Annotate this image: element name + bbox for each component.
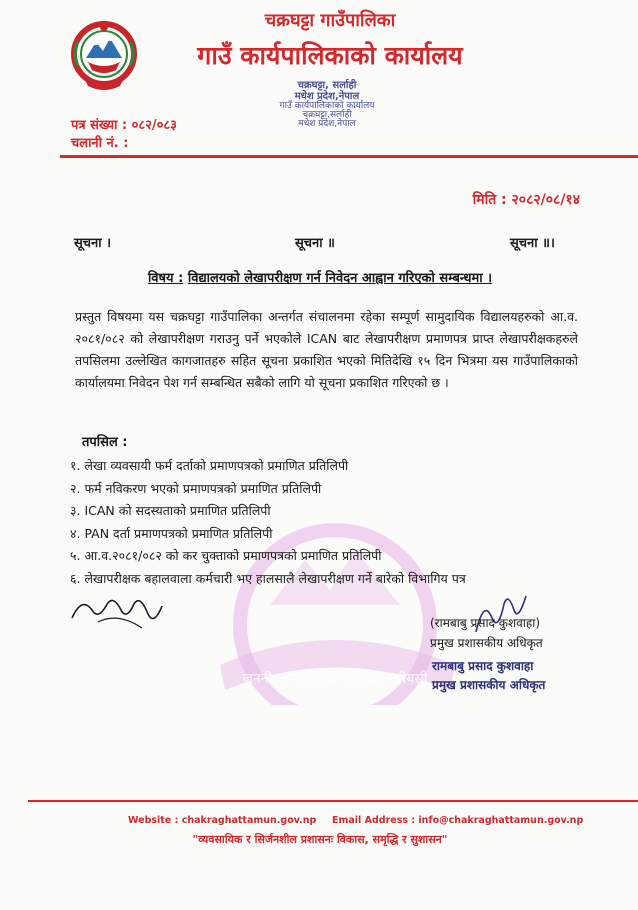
footer-slogan: "व्यवसायिक र सिर्जनशील प्रशासनः विकास, समृद्धि र सुशासन": [192, 833, 448, 846]
reference-number: पत्र संख्या : ०८२/०८३: [71, 118, 177, 133]
notice-title: सूचना ॥: [295, 236, 335, 251]
details-item: ३. ICAN को सदस्यताको प्रमाणित प्रतिलिपी: [70, 503, 271, 519]
details-item: ४. PAN दर्ता प्रमाणपत्रको प्रमाणित प्रतिलिपी: [70, 525, 273, 541]
letter-date: मिति : २०८२/०८/१४: [472, 192, 580, 208]
details-item: १. लेखा व्यवसायी फर्म दर्ताको प्रमाणपत्रको प्रमाणित प्रतिलिपी: [70, 458, 349, 473]
details-item: २. फर्म नविकरण भएको प्रमाणपत्रको प्रमाणित प्रतिलिपी: [70, 480, 322, 496]
stamp-line: चक्रघट्टा,सर्लाही: [302, 110, 352, 120]
signature-left: [68, 588, 168, 634]
watermark-motto: जननी जन्मभूमिश्च स्वर्गादपि गरीयसी: [242, 671, 428, 687]
signatory-stamp-name: रामबाबु प्रसाद कुशवाहा: [432, 659, 534, 673]
subject-text: विद्यालयको लेखापरीक्षण गर्न निवेदन आह्वान गरिएको सम्बन्धमा ।: [187, 271, 493, 286]
footer-divider: [28, 800, 638, 802]
signatory-title: प्रमुख प्रशासकीय अधिकृत: [430, 636, 543, 650]
header-divider: [60, 155, 638, 158]
notice-body: प्रस्तुत विषयमा यस चक्रघट्टा गाउँपालिका अन्तर्गत संचालनमा रहेका सम्पूर्ण सामुदायिक विद्यालयहरुको आ.व. २०८१/०८२ को लेखापरीक्षण गराउनु पर्ने भएकोले ICAN बाट लेखापरीक्षण प्रमाणपत्र प्राप्त लेखापरीक्षकहरुले तपसिलमा उल्लेखित कागजातहरु सहित सूचना प्रकाशित भएको मितिदेखि १५ दिन भित्रमा यस गाउँपालिकाको कार्यालयमा निवेदन पेश गर्न सम्बन्धित सबैको लागि यो सूचना प्रकाशित गरिएको छ ।: [75, 309, 578, 390]
details-heading: तपसिल :: [82, 435, 128, 450]
details-item: ५. आ.व.२०८१/०८२ को कर चुक्ताको प्रमाणपत्रको प्रमाणित प्रतिलिपी: [70, 548, 382, 564]
stamp-line: मधेश प्रदेश,नेपाल: [298, 119, 356, 129]
signatory-name: (रामबाबु प्रसाद कुशवाहा): [430, 616, 541, 630]
details-item: ६. लेखापरीक्षक बहालवाला कर्मचारी भए हालसालै लेखापरीक्षण गर्ने बारेको विभागिय पत्र: [70, 570, 466, 586]
footer-website: Website : chakraghattamun.gov.np: [128, 815, 317, 826]
dispatch-number: चलानी नं. :: [71, 136, 129, 151]
stamp-line: चक्रघट्टा, सर्लाही: [297, 80, 357, 91]
org-name: चक्रघट्टा गाउँपालिका: [264, 10, 396, 31]
subject-label: विषय :: [147, 271, 184, 286]
office-name: गाउँ कार्यपालिकाको कार्यालय: [197, 41, 463, 70]
stamp-line: गाउँ कार्यपालिकाको कार्यालय: [279, 101, 375, 111]
signatory-stamp-title: प्रमुख प्रशासकीय अधिकृत: [432, 678, 546, 692]
stamp-line: मधेश प्रदेश,नेपाल: [294, 91, 360, 102]
subject-line: [70, 268, 570, 286]
details-list: [70, 455, 590, 591]
notice-title: सूचना ।: [74, 236, 112, 251]
notice-title: सूचना ॥।: [510, 236, 555, 251]
footer-email: Email Address : info@chakraghattamun.gov.np: [332, 815, 584, 826]
office-stamp: [272, 80, 382, 129]
